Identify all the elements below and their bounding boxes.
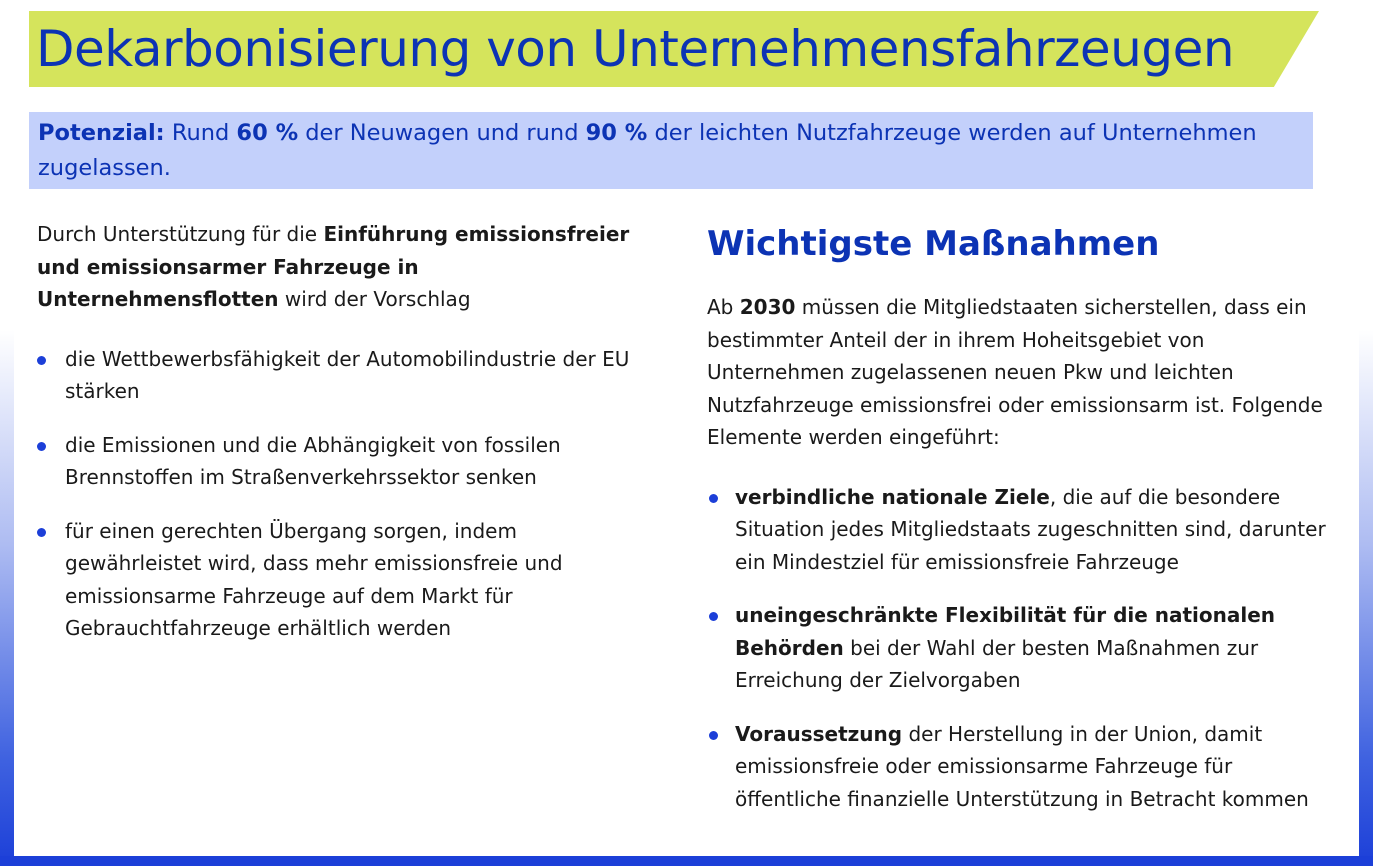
bullet-dot-icon — [37, 356, 46, 365]
measures-text-2: müssen die Mitgliedstaaten sicherstellen, dass ein bestimmter Anteil der in ihrem Hoheitsgebiet von Unternehmen zugelassenen neuen Pkw und leichten Nutzfahrzeuge emissionsfrei oder emissionsarm ist. Folgende Elemente werden eingeführt: — [707, 295, 1323, 449]
bullet-dot-icon — [709, 494, 718, 503]
bullet-dot-icon — [37, 442, 46, 451]
bullet-dot-icon — [709, 612, 718, 621]
intro-paragraph — [37, 218, 657, 316]
left-gradient-edge — [0, 330, 14, 866]
list-item-text: die Wettbewerbsfähigkeit der Automobilindustrie der EU stärken — [65, 346, 630, 403]
list-item-bold: verbindliche nationale Ziele — [735, 484, 1050, 509]
potential-label: Potenzial: — [38, 120, 165, 146]
potential-text-1: Rund — [164, 120, 237, 146]
list-item-bold: uneingeschränkte Flexibilität für die nationalen Behörden — [735, 603, 1276, 660]
left-column — [37, 218, 657, 666]
right-column — [707, 222, 1327, 836]
bullet-dot-icon — [709, 731, 718, 740]
measures-paragraph — [707, 291, 1327, 454]
intro-bold: Einführung emissionsfreier und emissionsarmer Fahrzeuge in Unternehmensflotten — [37, 222, 630, 311]
list-item — [37, 343, 657, 408]
measures-list — [707, 481, 1327, 816]
list-item-text: für einen gerechten Übergang sorgen, indem gewährleistet wird, dass mehr emissionsfreie und emissionsarme Fahrzeuge auf dem Markt für Gebrauchtfahrzeuge erhältlich werden — [65, 518, 563, 640]
list-item-text: bei der Wahl der besten Maßnahmen zur Erreichung der Zielvorgaben — [735, 635, 1259, 692]
bullet-dot-icon — [37, 528, 46, 537]
list-item-text: die Emissionen und die Abhängigkeit von fossilen Brennstoffen im Straßenverkehrssektor senken — [65, 432, 561, 489]
list-item — [707, 718, 1327, 816]
goals-list — [37, 343, 657, 645]
page-title: Dekarbonisierung von Unternehmensfahrzeugen — [36, 20, 1235, 78]
potential-value-2: 90 % — [585, 120, 648, 146]
bottom-accent-bar — [0, 856, 1373, 866]
measures-text-1: Ab — [707, 295, 740, 319]
intro-text-2: wird der Vorschlag — [278, 287, 471, 311]
list-item — [707, 481, 1327, 579]
list-item-text: , die auf die besondere Situation jedes Mitgliedstaats zugeschnitten sind, darunter ein Mindestziel für emissionsfreie Fahrzeuge — [735, 484, 1326, 574]
list-item — [707, 599, 1327, 697]
measures-heading: Wichtigste Maßnahmen — [707, 224, 1160, 264]
potential-value-1: 60 % — [236, 120, 299, 146]
list-item — [37, 429, 657, 494]
list-item — [37, 515, 657, 645]
list-item-text: der Herstellung in der Union, damit emissionsfreie oder emissionsarme Fahrzeuge für öffentliche finanzielle Unterstützung in Betracht kommen — [735, 721, 1309, 811]
potential-text-2: der Neuwagen und rund — [298, 120, 586, 146]
right-gradient-edge — [1359, 330, 1373, 866]
potential-callout — [29, 112, 1313, 189]
measures-year: 2030 — [739, 295, 796, 319]
list-item-bold: Voraussetzung — [735, 721, 903, 746]
intro-text-1: Durch Unterstützung für die — [37, 222, 324, 246]
potential-text-3: der leichten Nutzfahrzeuge werden auf Unternehmen zugelassen. — [38, 120, 1257, 181]
